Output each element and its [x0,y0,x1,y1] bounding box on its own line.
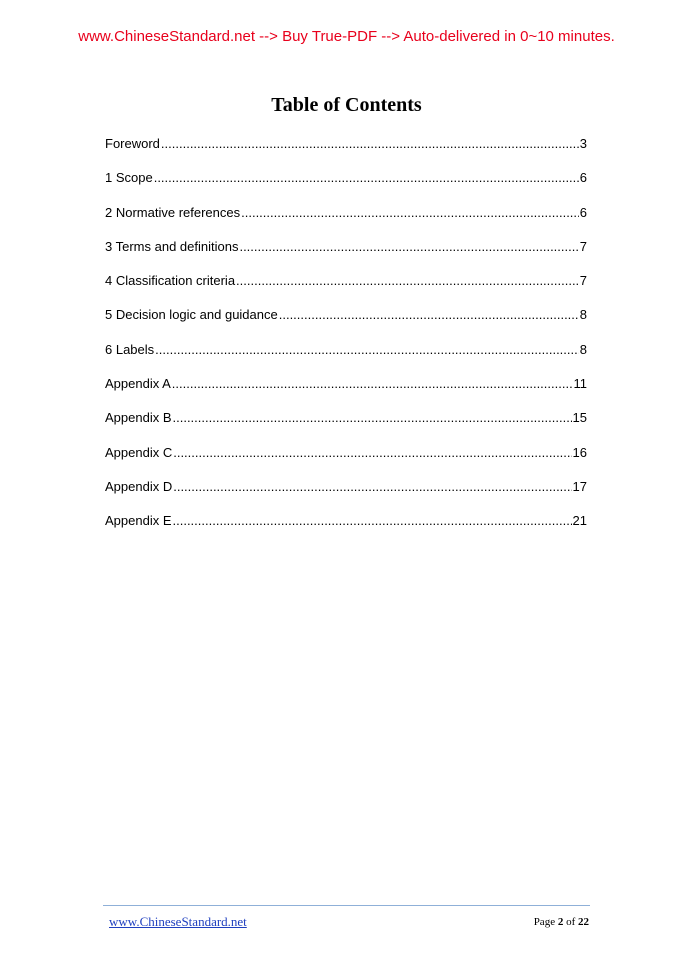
toc-leader-dots [172,375,573,393]
toc-leader-dots [236,272,579,290]
header-banner[interactable]: www.ChineseStandard.net --> Buy True-PDF --> Auto-delivered in 0~10 minutes. [78,28,615,45]
toc-entry-decision-logic[interactable] [105,306,587,340]
footer-site-link[interactable]: www.ChineseStandard.net [109,914,247,929]
total-pages: 22 [578,916,589,928]
toc-entry-appendix-c[interactable] [105,444,587,478]
toc-leader-dots [173,512,572,530]
toc-entry-label: Appendix E [105,513,172,529]
toc-entry-page: 16 [572,444,587,460]
toc-entry-label: 1 Scope [105,170,153,186]
toc-entry-page: 11 [573,376,587,392]
toc-entry-label: Appendix A [105,376,171,392]
toc-entry-appendix-e[interactable] [105,512,587,546]
toc-entry-label: Appendix C [105,444,173,460]
toc-entry-page: 6 [579,204,587,220]
toc-entry-label: 2 Normative references [105,204,241,220]
page-prefix: Page [533,916,556,928]
toc-entry-page: 3 [579,136,587,151]
toc-leader-dots [173,478,571,496]
toc-entry-labels[interactable] [105,341,587,375]
toc-entry-page: 8 [579,341,587,357]
toc-entry-label: 3 Terms and definitions [105,238,239,254]
table-of-contents [105,135,587,547]
toc-leader-dots [173,409,572,427]
toc-entry-label: 4 Classification criteria [105,273,236,289]
toc-entry-label: Foreword [105,136,160,151]
toc-leader-dots [161,135,579,153]
footer-page-number [534,916,589,928]
toc-entry-classification-criteria[interactable] [105,272,587,306]
toc-entry-label: 6 Labels [105,341,155,357]
toc-leader-dots [279,306,579,324]
current-page: 2 [557,916,564,928]
toc-entry-page: 17 [572,478,587,494]
toc-leader-dots [241,204,579,222]
toc-entry-foreword[interactable] [105,135,587,169]
footer-divider [103,905,590,906]
toc-entry-label: 5 Decision logic and guidance [105,307,278,323]
toc-entry-page: 7 [579,238,587,254]
toc-entry-page: 7 [579,273,587,289]
toc-entry-label: Appendix D [105,478,173,494]
toc-leader-dots [239,238,578,256]
page-of: of [566,916,576,928]
toc-entry-page: 8 [579,307,587,323]
toc-entry-page: 6 [579,170,587,186]
toc-entry-scope[interactable] [105,169,587,203]
toc-entry-appendix-a[interactable] [105,375,587,409]
toc-entry-page: 21 [572,513,587,529]
toc-entry-normative-references[interactable] [105,204,587,238]
toc-entry-terms-and-definitions[interactable] [105,238,587,272]
toc-entry-page: 15 [572,410,587,426]
toc-entry-label: Appendix B [105,410,172,426]
toc-entry-appendix-b[interactable] [105,409,587,443]
toc-entry-appendix-d[interactable] [105,478,587,512]
toc-leader-dots [155,341,579,359]
toc-title: Table of Contents [271,94,422,116]
toc-leader-dots [173,444,571,462]
toc-leader-dots [154,169,579,187]
